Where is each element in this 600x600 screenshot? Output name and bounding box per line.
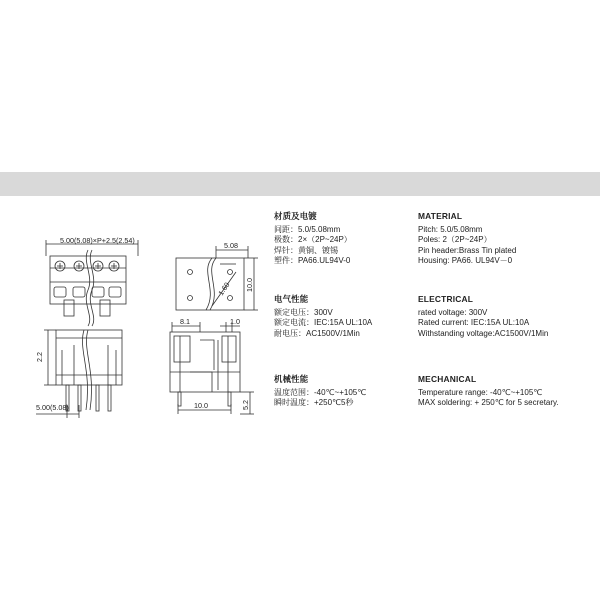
dim-8-1-label: 8.1: [180, 317, 190, 326]
side-dim-label: 10.0: [245, 278, 254, 292]
en-mechanical-heading: MECHANICAL: [418, 374, 477, 384]
pitch-formula-label: 5.00(5.08)×P+2.5(2.54): [60, 236, 135, 245]
right-top-view: [176, 246, 258, 310]
en-electrical-line: Withstanding voltage:AC1500V/1Min: [418, 328, 549, 338]
en-material-line: Pitch: 5.0/5.08mm: [418, 225, 483, 235]
cn-material-section: [274, 211, 352, 266]
cn-material-line: 焊针：黄铜、镀锡: [274, 245, 338, 255]
en-electrical-line: rated voltage: 300V: [418, 308, 488, 318]
en-mechanical-line: Temperature range: -40℃~+105℃: [418, 388, 543, 398]
pitch-dim-label: 5.00(5.08): [36, 403, 69, 412]
bottom-dim-label: 10.0: [194, 401, 208, 410]
en-material-heading: MATERIAL: [418, 211, 463, 221]
cn-electrical-line: 额定电压：300V: [274, 308, 333, 318]
cn-electrical-section: [274, 294, 372, 339]
en-mechanical-line: MAX soldering: + 250℃ for 5 secretary.: [418, 398, 559, 408]
en-mechanical-section: [418, 374, 559, 409]
en-electrical-line: Rated current: IEC:15A UL:10A: [418, 318, 530, 328]
cn-material-line: 间距：5.0/5.08mm: [274, 225, 341, 235]
en-electrical-heading: ELECTRICAL: [418, 294, 474, 304]
en-material-line: Housing: PA66. UL94V－0: [418, 255, 513, 265]
en-material-line: Pin header:Brass Tin plated: [418, 245, 517, 255]
cn-electrical-heading: 电气性能: [274, 294, 309, 304]
cn-material-line: 极数：2×（2P~24P）: [274, 235, 352, 245]
diag-dim-label: 1.60: [216, 280, 232, 298]
cn-material-line: 塑件：PA66.UL94V-0: [274, 255, 351, 265]
dim-1-0-label: 1.0: [230, 317, 240, 326]
en-material-line: Poles: 2（2P~24P）: [418, 235, 492, 245]
top-dim-label: 5.08: [224, 241, 238, 250]
en-electrical-section: [418, 294, 548, 339]
left-top-view: [46, 240, 138, 326]
en-material-section: [418, 211, 516, 266]
cn-mechanical-section: [274, 374, 366, 409]
cn-mechanical-line: 温度范围：-40℃~+105℃: [274, 388, 367, 398]
small-side-dim-label: 5.2: [241, 400, 250, 410]
cn-electrical-line: 额定电流：IEC:15A UL:10A: [274, 318, 373, 328]
cn-material-heading: 材质及电镀: [274, 211, 317, 221]
cn-mechanical-heading: 机械性能: [274, 374, 309, 384]
cn-electrical-line: 耐电压：AC1500V/1Min: [274, 328, 360, 338]
cn-mechanical-line: 瞬时温度：+250℃5秒: [274, 398, 354, 408]
height-dim-label: 2.2: [35, 352, 44, 362]
